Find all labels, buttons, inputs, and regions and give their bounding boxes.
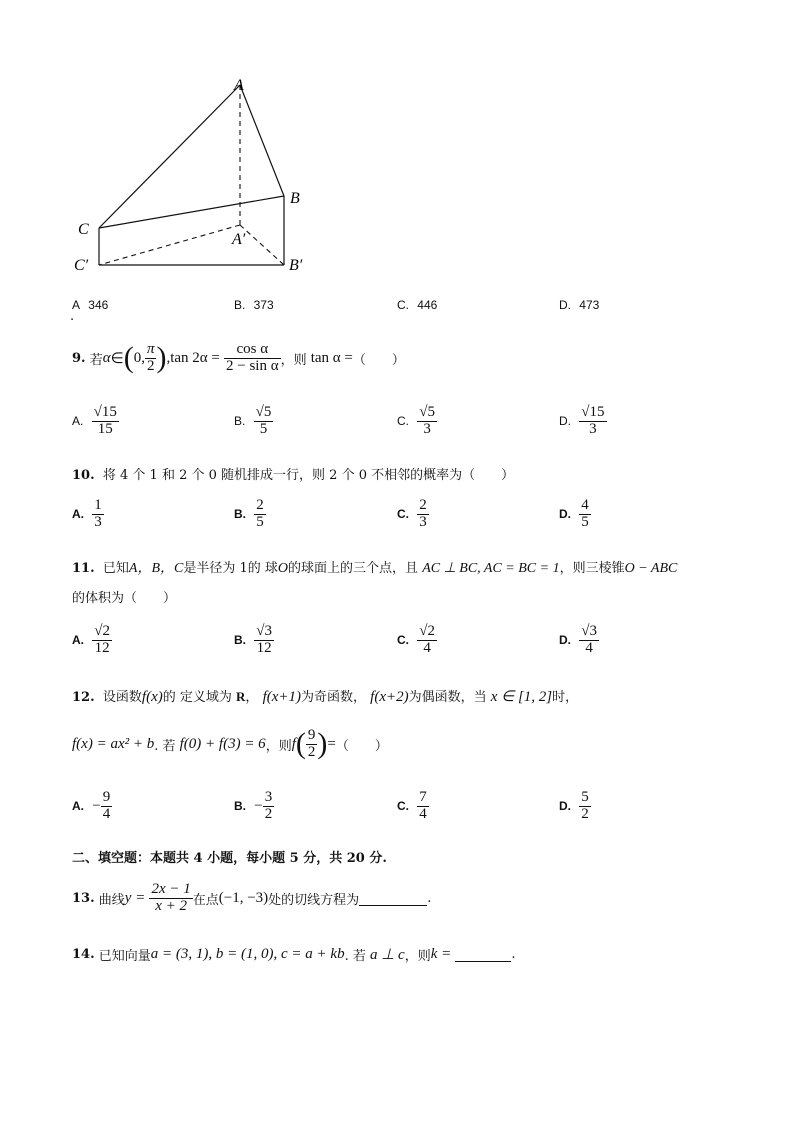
q14-number: 14. [72, 947, 95, 962]
q11-option-b[interactable]: B. $\frac{√3}{12}$ [234, 623, 272, 656]
q11-option-a[interactable]: A. $\frac{√2}{12}$ [72, 623, 110, 656]
q9-option-d[interactable]: D. $\frac{√15}{3}$ [559, 404, 605, 437]
q9-fraction: $\frac{\text{cos α}}{\text{2 − sin α}}$ [226, 341, 279, 374]
q9-stem: 9. 若 α ∈ ( 0, $\frac{\pi}{2}$ ) ,tan 2α = $\frac{\text{cos α}}{\text{2 − sin α}}$ ，则 tan α = （ ） [72, 341, 405, 375]
q11-stem-line1: 11. 已知A，B，C是半径为 1的 球O的球面上的三个点，且 AC ⊥ BC, AC = BC = 1，则三棱锥O − ABC [72, 561, 678, 576]
label-B-prime: B′ [289, 257, 303, 274]
q10-option-a[interactable]: A. $\frac{1}{3}$ [72, 497, 102, 530]
q8-option-a[interactable]: A 346 [72, 298, 109, 312]
q8-option-b[interactable]: B. 373 [234, 298, 274, 312]
q10-option-b[interactable]: B. $\frac{2}{5}$ [234, 497, 264, 530]
q12-stem-line2: f(x) = ax² + b . 若 f(0) + f(3) = 6 ，则 f ( $\frac{9}{2}$ ) = （ ） [72, 727, 388, 761]
label-B: B [290, 190, 300, 207]
q14-answer-blank[interactable] [455, 947, 511, 962]
edge-C-B [99, 196, 284, 228]
prism-figure [60, 70, 320, 285]
q10-stem: 10. 将 4 个 1 和 2 个 0 随机排成一行，则 2 个 0 不相邻的概率为（ ） [72, 468, 515, 483]
stray-dot: . [70, 309, 75, 324]
q12-option-c[interactable]: C. $\frac{7}{4}$ [397, 789, 427, 822]
q11-option-d[interactable]: D. $\frac{√3}{4}$ [559, 623, 597, 656]
label-C-prime: C′ [74, 257, 89, 274]
edge-Ap-Cp [99, 225, 240, 265]
q11-option-c[interactable]: C. $\frac{√2}{4}$ [397, 623, 435, 656]
q11-stem-line2: 的体积为（ ） [72, 591, 177, 606]
q13-number: 13. [72, 890, 95, 906]
q10-option-c[interactable]: C. $\frac{2}{3}$ [397, 497, 427, 530]
section-heading: 二、填空题：本题共 4 小题，每小题 5 分，共 20 分. [72, 851, 387, 866]
pi-over-2: $\frac{\pi}{2}$ [146, 341, 155, 374]
q9-option-c[interactable]: C. $\frac{√5}{3}$ [397, 404, 435, 437]
q11-number: 11. [72, 561, 95, 576]
edge-Ap-Bp [240, 225, 284, 265]
edge-A-C [99, 85, 240, 228]
q12-option-d[interactable]: D. $\frac{5}{2}$ [559, 789, 589, 822]
q13-answer-blank[interactable] [359, 891, 427, 906]
q13-fraction: $\frac{2x - 1}{x + 2}$ [151, 881, 191, 914]
q9-number: 9. [72, 350, 86, 366]
q12-option-b[interactable]: B. − $\frac{3}{2}$ [234, 789, 273, 822]
q13-stem: 13. 曲线 y = $\frac{2x - 1}{x + 2}$ 在点 (−1, −3) 处的切线方程为 . [72, 881, 432, 914]
q12-number: 12. [72, 690, 95, 705]
q10-option-d[interactable]: D. $\frac{4}{5}$ [559, 497, 589, 530]
label-A-prime: A′ [232, 231, 246, 248]
q8-option-c[interactable]: C. 446 [397, 298, 438, 312]
q9-option-a[interactable]: A. $\frac{√15}{15}$ [72, 404, 117, 437]
label-C: C [78, 221, 89, 238]
q10-number: 10. [72, 468, 95, 483]
q9-option-b[interactable]: B. $\frac{√5}{5}$ [234, 404, 272, 437]
edge-A-B [240, 85, 284, 196]
q12-option-a[interactable]: A. − $\frac{9}{4}$ [72, 789, 111, 822]
q14-stem: 14. 已知向量 a = (3, 1), b = (1, 0), c = a + kb . 若 a ⊥ c ，则 k = . [72, 946, 516, 964]
label-A: A [234, 77, 244, 94]
q8-option-d[interactable]: D. 473 [559, 298, 600, 312]
q12-stem-line1: 12. 设函数f(x)的 定义域为 R， f(x+1)为奇函数， f(x+2)为偶函数，当 x ∈ [1, 2]时， [72, 689, 579, 705]
